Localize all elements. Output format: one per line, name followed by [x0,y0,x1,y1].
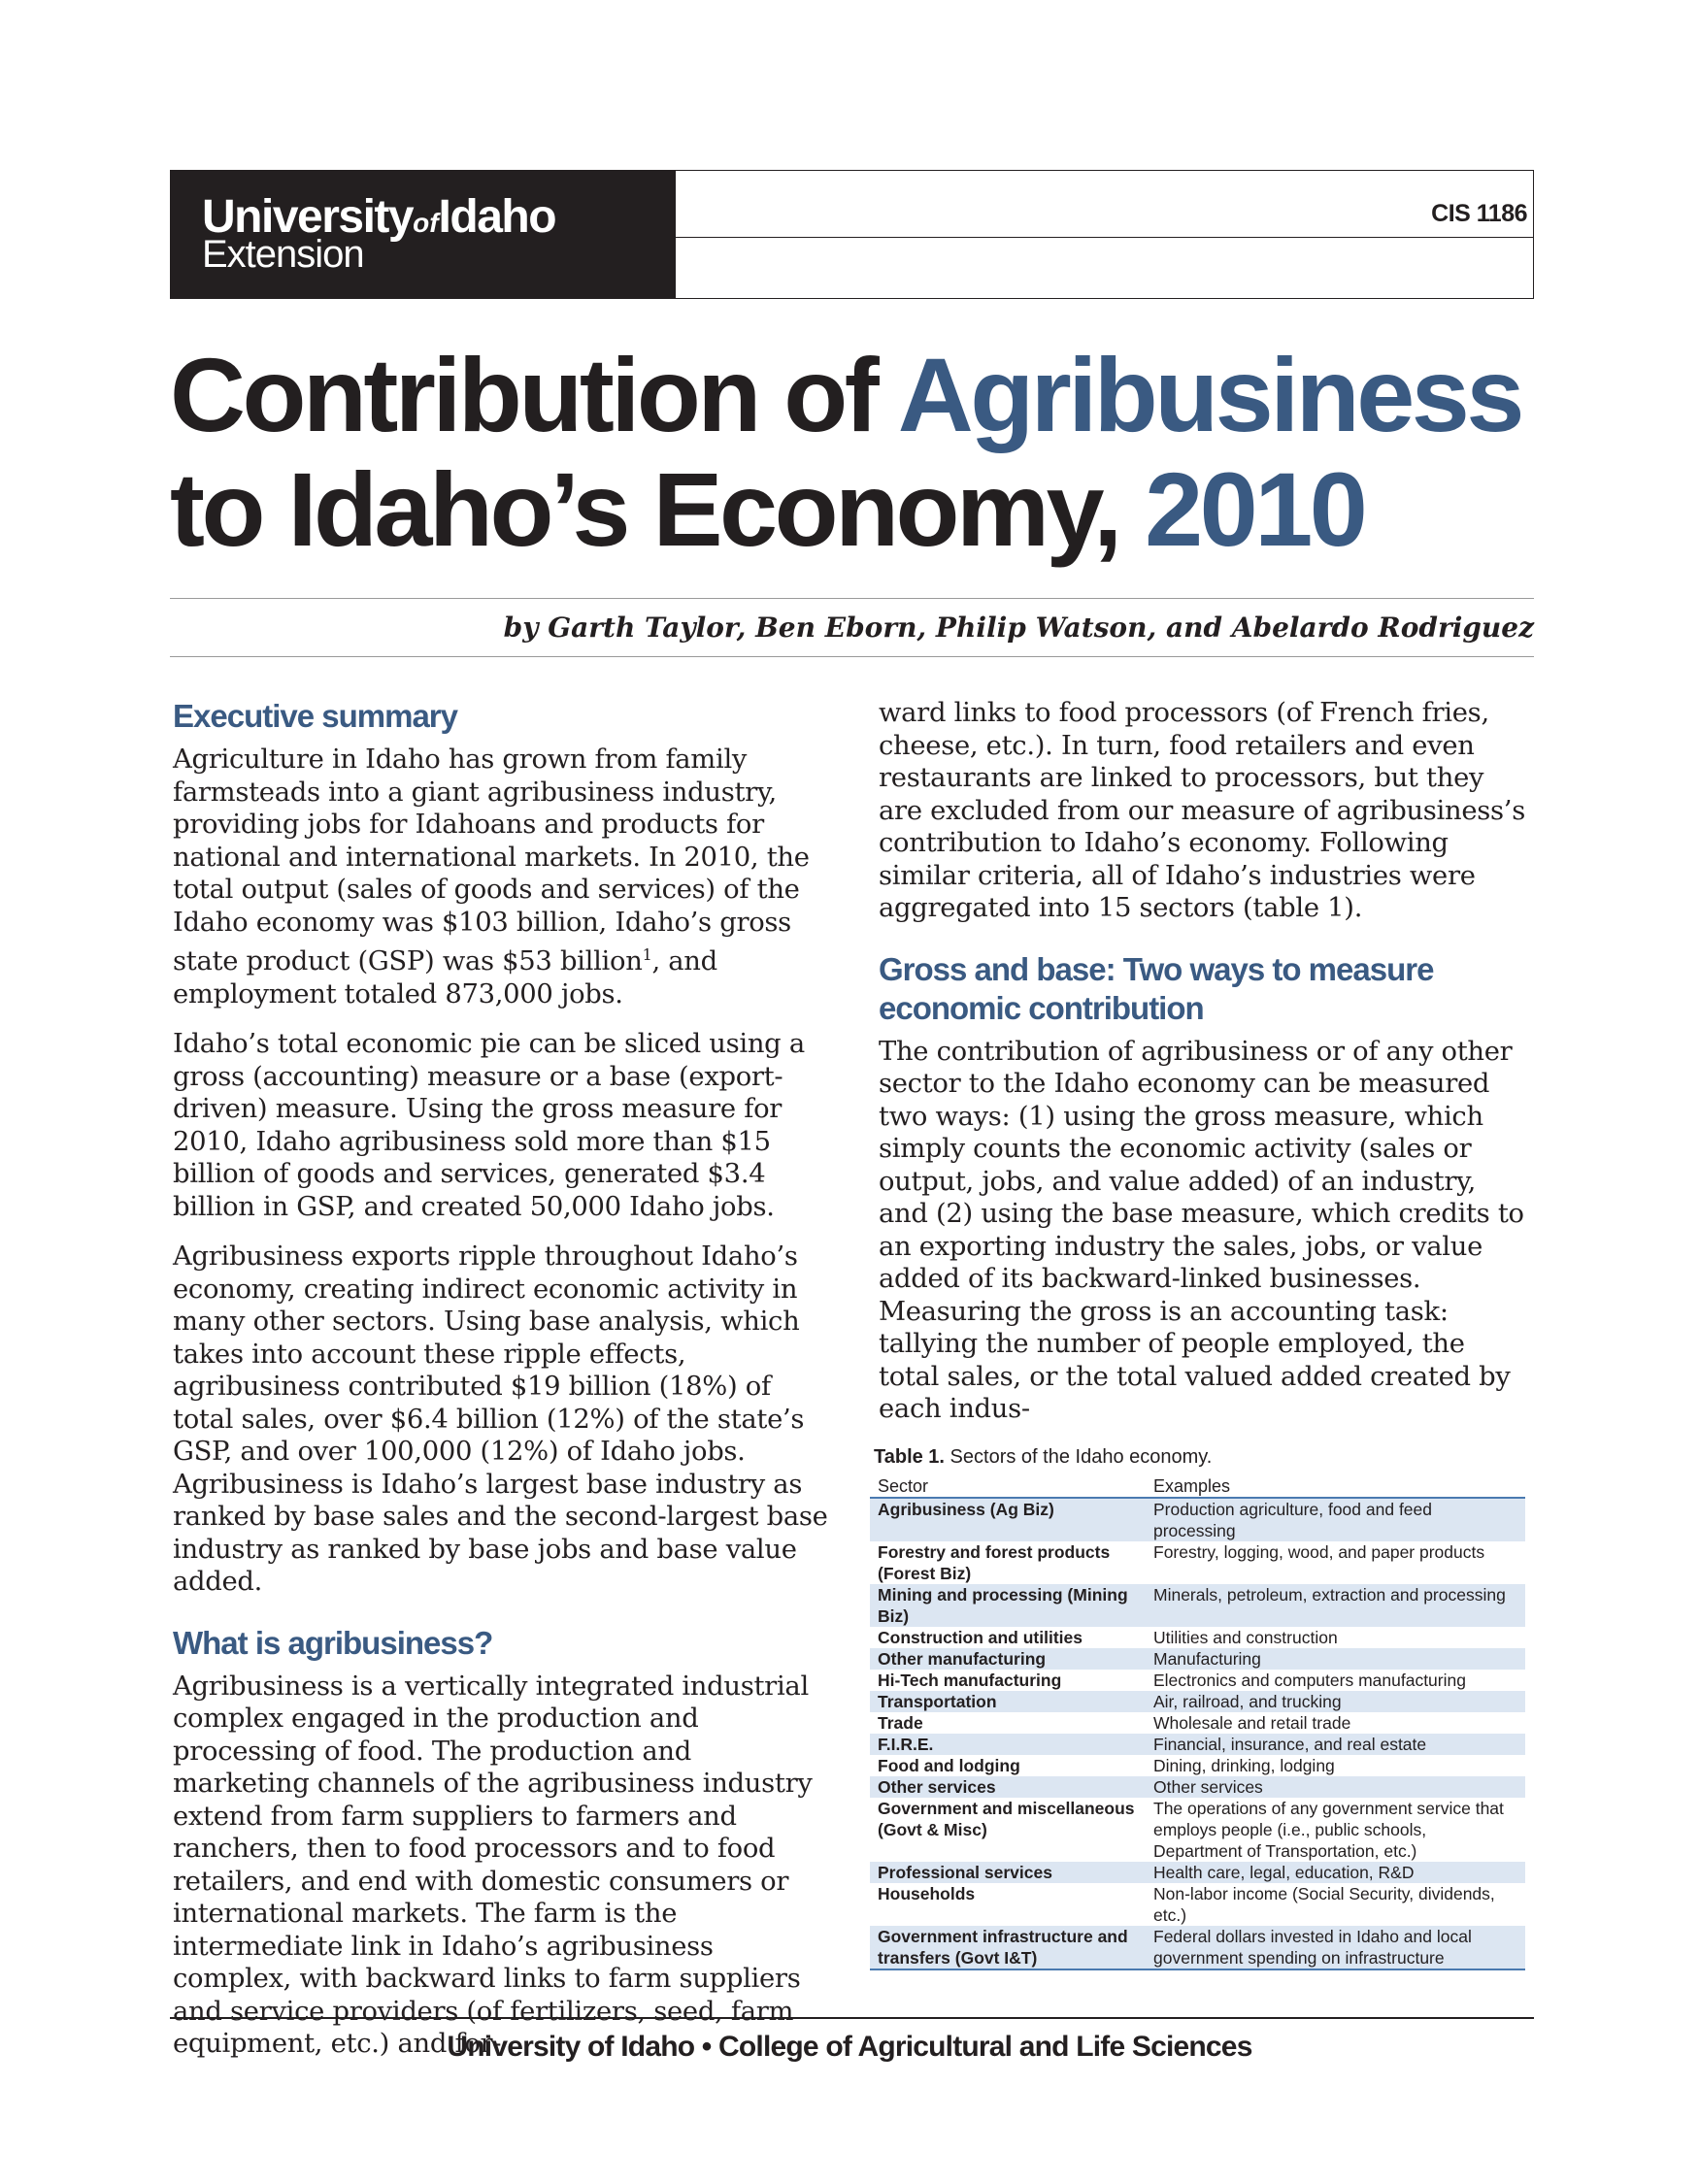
sector-cell: Transportation [870,1691,1146,1712]
sector-cell: Other services [870,1776,1146,1798]
masthead [170,170,1534,299]
sector-cell: F.I.R.E. [870,1734,1146,1755]
gross-and-base-heading: Gross and base: Two ways to measure economic contribution [879,950,1434,1026]
sector-cell: Agribusiness (Ag Biz) [870,1498,1146,1541]
examples-cell: Utilities and construction [1153,1628,1338,1647]
examples-cell: Federal dollars invested in Idaho and local government spending on infrastructure [1146,1926,1525,1969]
table-row [870,1627,1525,1648]
table-row [870,1776,1525,1798]
authors-byline: by Garth Taylor, Ben Eborn, Philip Watson, and Abelardo Rodriguez [503,612,1534,644]
sector-cell: Construction and utilities [878,1628,1083,1647]
sector-cell: Professional services [870,1862,1146,1883]
university-logo [171,171,676,298]
gross-paragraph-1: The contribution of agribusiness or of any other sector to the Idaho economy can be measured two ways: (1) using the gross measure, which simply counts the economic activity (sales or output, jobs, and value added) of an industry, and (2) using the base measure, which credits to an exporting industry the sales, jobs, or value added of its backward-linked businesses. Measuring the gross is an accounting task: tallying the number of people employed, the total sales, or the total valued added created by each indus- [879,1036,1524,1424]
sector-cell: Government and miscellaneous (Govt & Misc) [878,1799,1135,1839]
examples-cell: Minerals, petroleum, extraction and processing [1146,1584,1525,1627]
page-title: Contribution of Agribusiness to Idaho’s Economy, 2010 [170,336,1521,568]
examples-cell: Dining, drinking, lodging [1153,1756,1335,1775]
examples-cell: Financial, insurance, and real estate [1146,1734,1525,1755]
table-row [870,1883,1525,1926]
sector-cell: Households [878,1884,976,1903]
sectors-table [870,1474,1525,1970]
sector-cell: Trade [878,1713,923,1733]
examples-cell: Air, railroad, and trucking [1146,1691,1525,1712]
sector-cell: Hi-Tech manufacturing [878,1671,1062,1690]
what-is-agribusiness-heading: What is agribusiness? [173,1624,493,1661]
examples-cell: Health care, legal, education, R&D [1146,1862,1525,1883]
column-header-examples: Examples [1146,1474,1525,1498]
examples-cell: Other services [1146,1776,1525,1798]
examples-cell: Non-labor income (Social Security, dividends, etc.) [1153,1884,1495,1925]
table-row [870,1755,1525,1776]
logo-extension: Extension [202,233,364,276]
table-row [870,1584,1525,1627]
sector-cell: Other manufacturing [870,1648,1146,1670]
table-row [870,1712,1525,1734]
table-row [870,1648,1525,1670]
left-column [173,697,833,2078]
sector-cell: Government infrastructure and transfers (Govt I&T) [870,1926,1146,1969]
right-paragraph-1: ward links to food processors (of French fries, cheese, etc.). In turn, food retailers and even restaurants are linked to processors, but they are excluded from our measure of agribusiness’s contribution to Idaho’s economy. Following similar criteria, all of Idaho’s industries were aggregated into 15 sectors (table 1). [879,698,1525,923]
table-row [870,1734,1525,1755]
table-row [870,1498,1525,1541]
table-row [870,1541,1525,1584]
right-column [879,697,1529,1443]
examples-cell: Electronics and computers manufacturing [1153,1671,1466,1690]
sector-cell: Mining and processing (Mining Biz) [870,1584,1146,1627]
exec-paragraph-2: Idaho’s total economic pie can be sliced using a gross (accounting) measure or a base (export-driven) measure. Using the gross measure for 2010, Idaho agribusiness sold more than $15 billion of goods and services, generated $3.4 billion in GSP, and created 50,000 Idaho jobs. [173,1029,805,1222]
table-caption: Table 1. Sectors of the Idaho economy. [874,1446,1213,1468]
footer: University of Idaho • College of Agricultural and Life Sciences [447,2031,1252,2063]
sector-cell: Forestry and forest products (Forest Biz) [878,1542,1111,1583]
table-row [870,1691,1525,1712]
title-rule-top [170,598,1534,599]
sector-cell: Food and lodging [878,1756,1020,1775]
examples-cell: Production agriculture, food and feed processing [1146,1498,1525,1541]
examples-cell: Manufacturing [1146,1648,1525,1670]
title-rule-bottom [170,656,1534,657]
table-row [870,1862,1525,1883]
exec-paragraph-1: Agriculture in Idaho has grown from family farmsteads into a giant agribusiness industry, providing jobs for Idahoans and products for national and international markets. In 2010, the total output (sales of goods and services) of the Idaho economy was $103 billion, Idaho’s gross state product (GSP) was $53 billion$^1$, and employment totaled 873,000 jobs. [173,745,810,1009]
logo-university-name: UniversityofIdaho [202,191,556,243]
table-row [870,1670,1525,1691]
what-paragraph-1: Agribusiness is a vertically integrated industrial complex engaged in the production and processing of food. The production and marketing channels of the agribusiness industry extend from farm suppliers to farmers and ranchers, then to food processors and to food retailers, and end with domestic consumers or international markets. The farm is the intermediate link in Idaho’s agribusiness complex, with backward links to farm suppliers and service providers (of fertilizers, seed, farm equipment, etc.) and for- [173,1671,813,2060]
publication-code: CIS 1186 [1431,200,1527,227]
examples-cell: The operations of any government service that employs people (i.e., public schools, Department of Transportation, etc.) [1153,1799,1504,1861]
table-row [870,1798,1525,1862]
examples-cell: Wholesale and retail trade [1153,1713,1351,1733]
column-header-sector: Sector [870,1474,1146,1498]
header-divider [676,237,1533,238]
examples-cell: Forestry, logging, wood, and paper products [1153,1542,1485,1562]
exec-paragraph-3: Agribusiness exports ripple throughout Idaho’s economy, creating indirect economic activity in many other sectors. Using base analysis, which takes into account these ripple effects, agribusiness contributed $19 billion (18%) of total sales, over $6.4 billion (12%) of the state’s GSP, and over 100,000 (12%) of Idaho jobs. Agribusiness is Idaho’s largest base industry as ranked by base sales and the second-largest base industry as ranked by base jobs and base value added. [173,1241,828,1598]
executive-summary-heading: Executive summary [173,698,458,734]
footer-rule [170,2017,1534,2019]
table-row [870,1926,1525,1969]
sectors-table-block [874,1446,1534,1970]
